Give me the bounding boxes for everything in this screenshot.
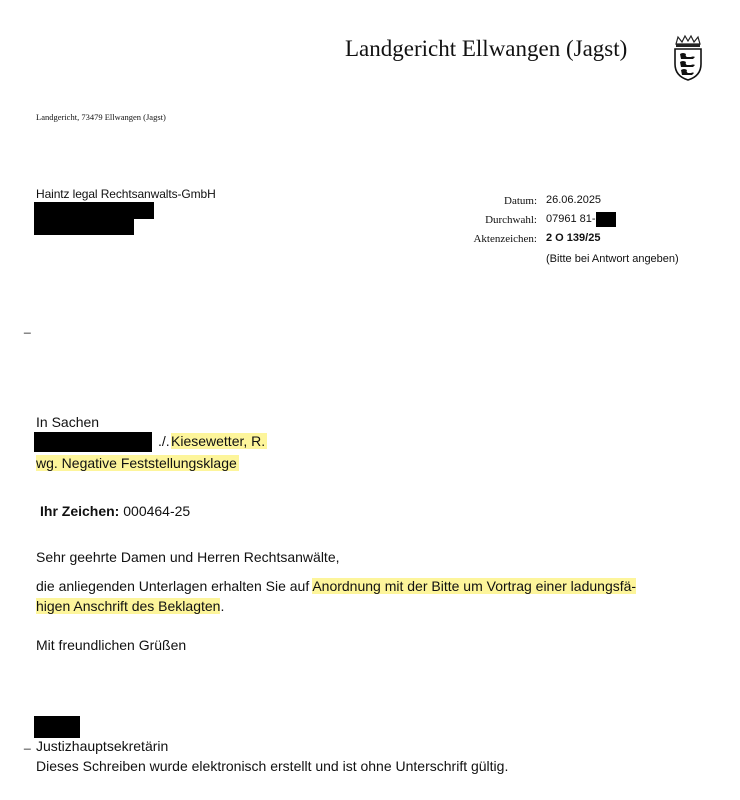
redacted-recipient-line-2 — [34, 218, 134, 235]
redacted-signatory-name — [34, 716, 80, 738]
body-line-2-text: . — [220, 598, 225, 614]
your-reference — [40, 503, 190, 519]
redacted-phone-extension — [596, 212, 616, 227]
court-name: Landgericht Ellwangen (Jagst) — [345, 36, 628, 61]
electronic-signature-notice: Dieses Schreiben wurde elektronisch erstellt und ist ohne Unterschrift gültig. — [36, 758, 509, 774]
case-matter: wg. Negative Feststellungsklage — [36, 455, 237, 471]
your-reference-value: 000464-25 — [123, 503, 191, 519]
case-number-label: Aktenzeichen: — [473, 233, 537, 245]
phone-label: Durchwahl: — [485, 214, 537, 226]
closing: Mit freundlichen Grüßen — [36, 637, 187, 653]
your-reference-label: Ihr Zeichen: — [40, 503, 120, 519]
case-number-value: 2 O 139/25 — [546, 232, 601, 244]
date-value: 26.06.2025 — [546, 194, 602, 206]
fold-mark: _ — [24, 320, 31, 334]
coat-of-arms-icon — [670, 34, 706, 82]
subject-intro: In Sachen — [36, 414, 100, 430]
case-number-note: (Bitte bei Antwort angeben) — [546, 253, 679, 265]
phone-value: 07961 81- — [546, 213, 596, 225]
redacted-recipient-line-1 — [34, 202, 154, 219]
versus-marker: ./. — [158, 433, 170, 449]
body-line-1-text: die anliegenden Unterlagen erhalten Sie auf — [36, 578, 313, 594]
body-line-2 — [36, 598, 224, 614]
body-line-1-highlight: Anordnung mit der Bitte um Vortrag einer ladungsfä- — [312, 578, 637, 594]
defendant-name: Kiesewetter, R. — [171, 433, 266, 449]
signatory-title: Justizhauptsekretärin — [36, 738, 169, 754]
body-line-2-highlight: higen Anschrift des Beklagten — [36, 598, 221, 614]
recipient-name: Haintz legal Rechtsanwalts-GmbH — [36, 187, 216, 201]
hole-mark: _ — [24, 736, 31, 750]
salutation: Sehr geehrte Damen und Herren Rechtsanwälte, — [36, 549, 340, 565]
body-line-1 — [36, 578, 636, 594]
sender-return-address: Landgericht, 73479 Ellwangen (Jagst) — [36, 112, 166, 122]
date-label: Datum: — [504, 195, 537, 207]
redacted-plaintiff — [34, 432, 152, 452]
